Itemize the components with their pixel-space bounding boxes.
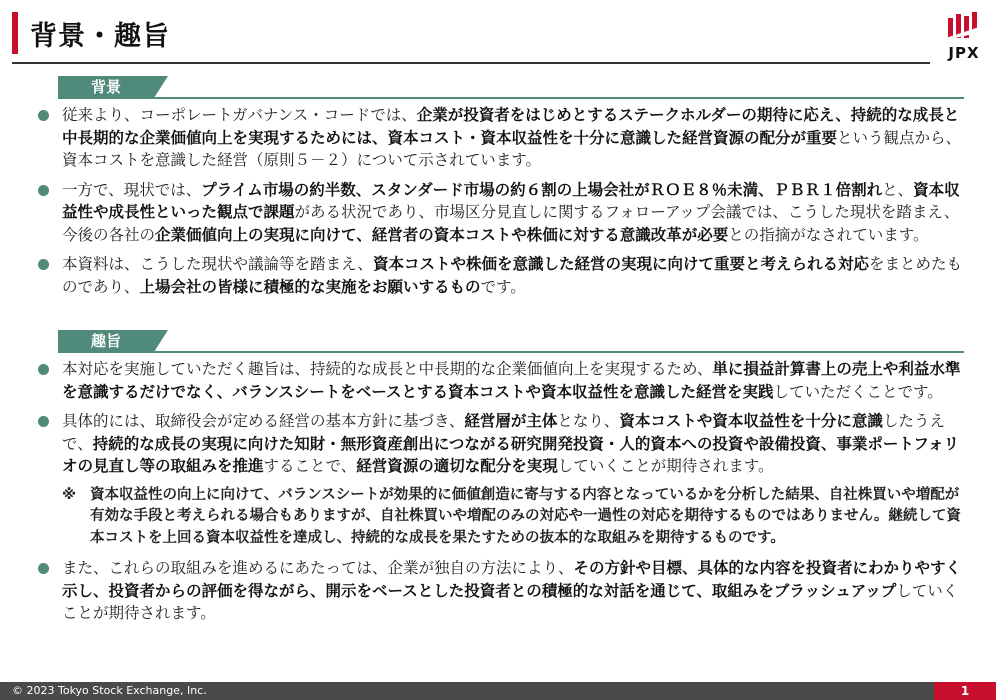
bullet-dot-icon [38, 416, 49, 427]
note-text: 資本収益性の向上に向けて、バランスシートが効果的に価値創造に寄与する内容となっているかを分析した結果、自社株買いや増配が有効な手段と考えられる場合もありますが、自社株買いや増配のみの対応や一過性の対応を期待するものではありません。継続して資本コストを上回る資本収益性を達成し、持続的な成長を果たすための抜本的な取組みを期待するものです。 [90, 486, 961, 546]
title-divider [12, 62, 930, 64]
note-mark: ※ [62, 486, 77, 503]
section-tag-background: 背景 [58, 76, 154, 98]
body-text: また、これらの取組みを進めるにあたっては、企業が独自の方法により、 [62, 559, 574, 577]
emphasis-text: 単に損益計算書上の売上や利益水準を意識するだけでなく、バランスシートをベースとする資本コストや資本収益性を意識した経営を実践 [62, 360, 961, 401]
jpx-logo [940, 12, 988, 68]
emphasis-text: 資本コストや株価を意識した経営の実現に向けて重要と考えられる対応 [372, 255, 869, 273]
emphasis-text: 持続的な成長の実現に向けた知財・無形資産創出につながる研究開発投資・人的資本への投資や設備投資、事業ポートフォリオの見直し等の取組みを推進 [62, 434, 960, 475]
background-bullet [38, 104, 968, 172]
emphasis-text: 資本コストや資本収益性を十分に意識 [619, 412, 883, 430]
purpose-bullet [38, 410, 968, 478]
jpx-logo-icon [946, 12, 982, 40]
body-text: という観点から、資本コストを意識した経営（原則５－２）について示されています。 [62, 128, 962, 169]
body-text: 従来より、コーポレートガバナンス・コードでは、 [62, 106, 417, 124]
emphasis-text: 経営資源の適切な配分を実現 [356, 457, 558, 475]
bullet-dot-icon [38, 259, 49, 270]
footer-copyright: © 2023 Tokyo Stock Exchange, Inc. [12, 684, 207, 697]
bullet-dot-icon [38, 364, 49, 375]
emphasis-text: プライム市場の約半数、スタンダード市場の約６割の上場会社がＲＯＥ８％未満、ＰＢＲ１倍割れ [201, 180, 883, 199]
section-divider-background [58, 97, 964, 99]
section-divider-purpose [58, 351, 964, 353]
body-text: と、 [882, 180, 914, 199]
title-accent-bar [12, 12, 18, 54]
body-text: がある状況であり、市場区分見直しに関するフォローアップ会議では、こうした現状を踏まえ、今後の各社の [62, 203, 960, 244]
emphasis-text: 上場会社の皆様に積極的な実施をお願いするもの [139, 277, 481, 296]
body-text: との指摘がなされています。 [728, 225, 929, 244]
body-text: していくことが期待されます。 [557, 457, 774, 475]
body-text: 本資料は、こうした現状や議論等を踏まえ、 [62, 255, 373, 273]
body-text: 一方で、現状では、 [62, 180, 202, 199]
footer-bar [0, 682, 996, 700]
background-bullet [38, 253, 968, 298]
emphasis-text: 企業が投資者をはじめとするステークホルダーの期待に応え、持続的な成長と中長期的な企業価値向上を実現するためには、資本コスト・資本収益性を十分に意識した経営資源の配分が重要 [62, 106, 960, 147]
body-text: です。 [480, 277, 526, 296]
bullet-dot-icon [38, 110, 49, 121]
bullet-dot-icon [38, 185, 49, 196]
body-text: をまとめたものであり、 [62, 255, 962, 296]
purpose-bullet [38, 358, 968, 403]
body-text: 具体的には、取締役会が定める経営の基本方針に基づき、 [62, 412, 465, 430]
background-bullet-list [38, 104, 968, 305]
body-text: していただくことです。 [773, 382, 943, 401]
body-text: 本対応を実施していただく趣旨は、持続的な成長と中長期的な企業価値向上を実現するため、 [62, 360, 713, 378]
emphasis-text: 経営層が主体 [464, 412, 558, 430]
body-text: したうえで、 [62, 412, 945, 453]
emphasis-text: 企業価値向上の実現に向けて、経営者の資本コストや株価に対する意識改革が必要 [155, 225, 729, 244]
emphasis-text: その方針や目標、具体的な内容を投資者にわかりやすく示し、投資者からの評価を得ながら、開示をベースとした投資者との積極的な対話を通じて、取組みをブラッシュアップ [62, 559, 962, 600]
section-tag-purpose: 趣旨 [58, 330, 154, 352]
body-text: となり、 [557, 412, 620, 430]
purpose-bullet-list [38, 358, 968, 632]
body-text: することで、 [263, 457, 357, 475]
jpx-logo-text: JPX [948, 44, 980, 62]
background-bullet [38, 179, 968, 247]
body-text: していくことが期待されます。 [62, 581, 959, 622]
page-title: 背景・趣旨 [30, 21, 170, 52]
purpose-bullet [38, 557, 968, 625]
page-number: 1 [934, 682, 996, 700]
purpose-note [38, 485, 968, 550]
emphasis-text: 資本収益性や成長性といった観点で課題 [62, 180, 960, 221]
bullet-dot-icon [38, 563, 49, 574]
